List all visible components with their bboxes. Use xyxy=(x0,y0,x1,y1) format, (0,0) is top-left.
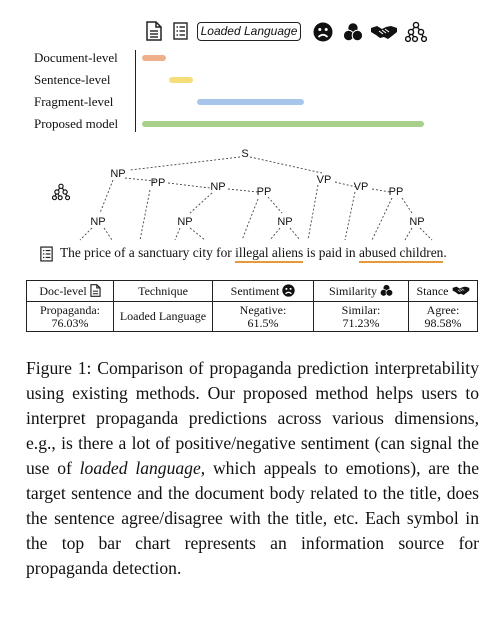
highlight-abused-children: abused children xyxy=(359,245,443,263)
document-icon xyxy=(146,21,162,41)
header-similarity: Similarity xyxy=(314,281,409,302)
tree-node: NP xyxy=(90,216,106,228)
tree-node: VP xyxy=(316,174,332,186)
cell-sentiment: Negative: 61.5% xyxy=(213,302,314,332)
cell-technique: Loaded Language xyxy=(114,302,213,332)
row-label-fragment-level: Fragment-level xyxy=(34,94,114,109)
cell-similarity: Similar: 71.23% xyxy=(314,302,409,332)
row-label-document-level: Document-level xyxy=(34,50,118,65)
tree-node: VP xyxy=(353,181,369,193)
loaded-language-label: Loaded Language xyxy=(197,22,301,41)
tree-node: NP xyxy=(277,216,293,228)
header-sentiment: Sentiment xyxy=(213,281,314,302)
cell-doc-level: Propaganda: 76.03% xyxy=(27,302,114,332)
sentence-text: is paid in xyxy=(303,245,359,260)
results-table xyxy=(26,280,478,332)
similarity-icon xyxy=(343,22,363,42)
tree-node: PP xyxy=(256,186,272,198)
bar-proposed-model xyxy=(142,121,424,127)
chart-axis xyxy=(135,50,136,132)
parse-tree xyxy=(0,140,504,248)
highlight-illegal-aliens: illegal aliens xyxy=(235,245,303,263)
tree-node: NP xyxy=(210,181,226,193)
sad-face-icon xyxy=(282,284,295,297)
target-sentence xyxy=(60,245,447,261)
tree-node: NP xyxy=(409,216,425,228)
header-doc-level: Doc-level xyxy=(27,281,114,302)
header-stance: Stance xyxy=(409,281,478,302)
network-icon xyxy=(405,21,427,43)
tree-node: PP xyxy=(150,177,166,189)
sentence-list-icon xyxy=(40,246,53,262)
similarity-icon xyxy=(380,284,393,297)
tree-node: S xyxy=(241,148,249,160)
bar-document-level xyxy=(142,55,166,61)
header-technique: Technique xyxy=(114,281,213,302)
sentence-text: . xyxy=(443,245,447,260)
caption-italic: loaded language xyxy=(79,458,201,478)
tree-node: NP xyxy=(177,216,193,228)
bar-sentence-level xyxy=(169,77,193,83)
row-label-sentence-level: Sentence-level xyxy=(34,72,111,87)
sentence-list-icon xyxy=(173,22,188,40)
cell-stance: Agree: 98.58% xyxy=(409,302,478,332)
document-icon xyxy=(90,284,101,297)
row-label-proposed-model: Proposed model xyxy=(34,116,119,131)
tree-node: NP xyxy=(110,168,126,180)
handshake-icon xyxy=(370,24,398,40)
tree-node: PP xyxy=(388,186,404,198)
handshake-icon xyxy=(452,285,470,296)
bar-fragment-level xyxy=(197,99,304,105)
sentence-text: The price of a sanctuary city for xyxy=(60,245,236,260)
figure-caption: Figure 1: Comparison of propaganda prediction interpretability using existing methods. Our proposed method helps users to interpret propaganda predictions across various dimensions, e.g., is there a lot of positive/negative sentiment (can signal the use of loaded language, which appeals to emotions), are the target sentence and the document body related to the title, does the sentence agree/disagree with the title, etc. Each symbol in the top bar chart represents an information source for propaganda detection. xyxy=(26,358,479,578)
sad-face-icon xyxy=(313,22,333,42)
